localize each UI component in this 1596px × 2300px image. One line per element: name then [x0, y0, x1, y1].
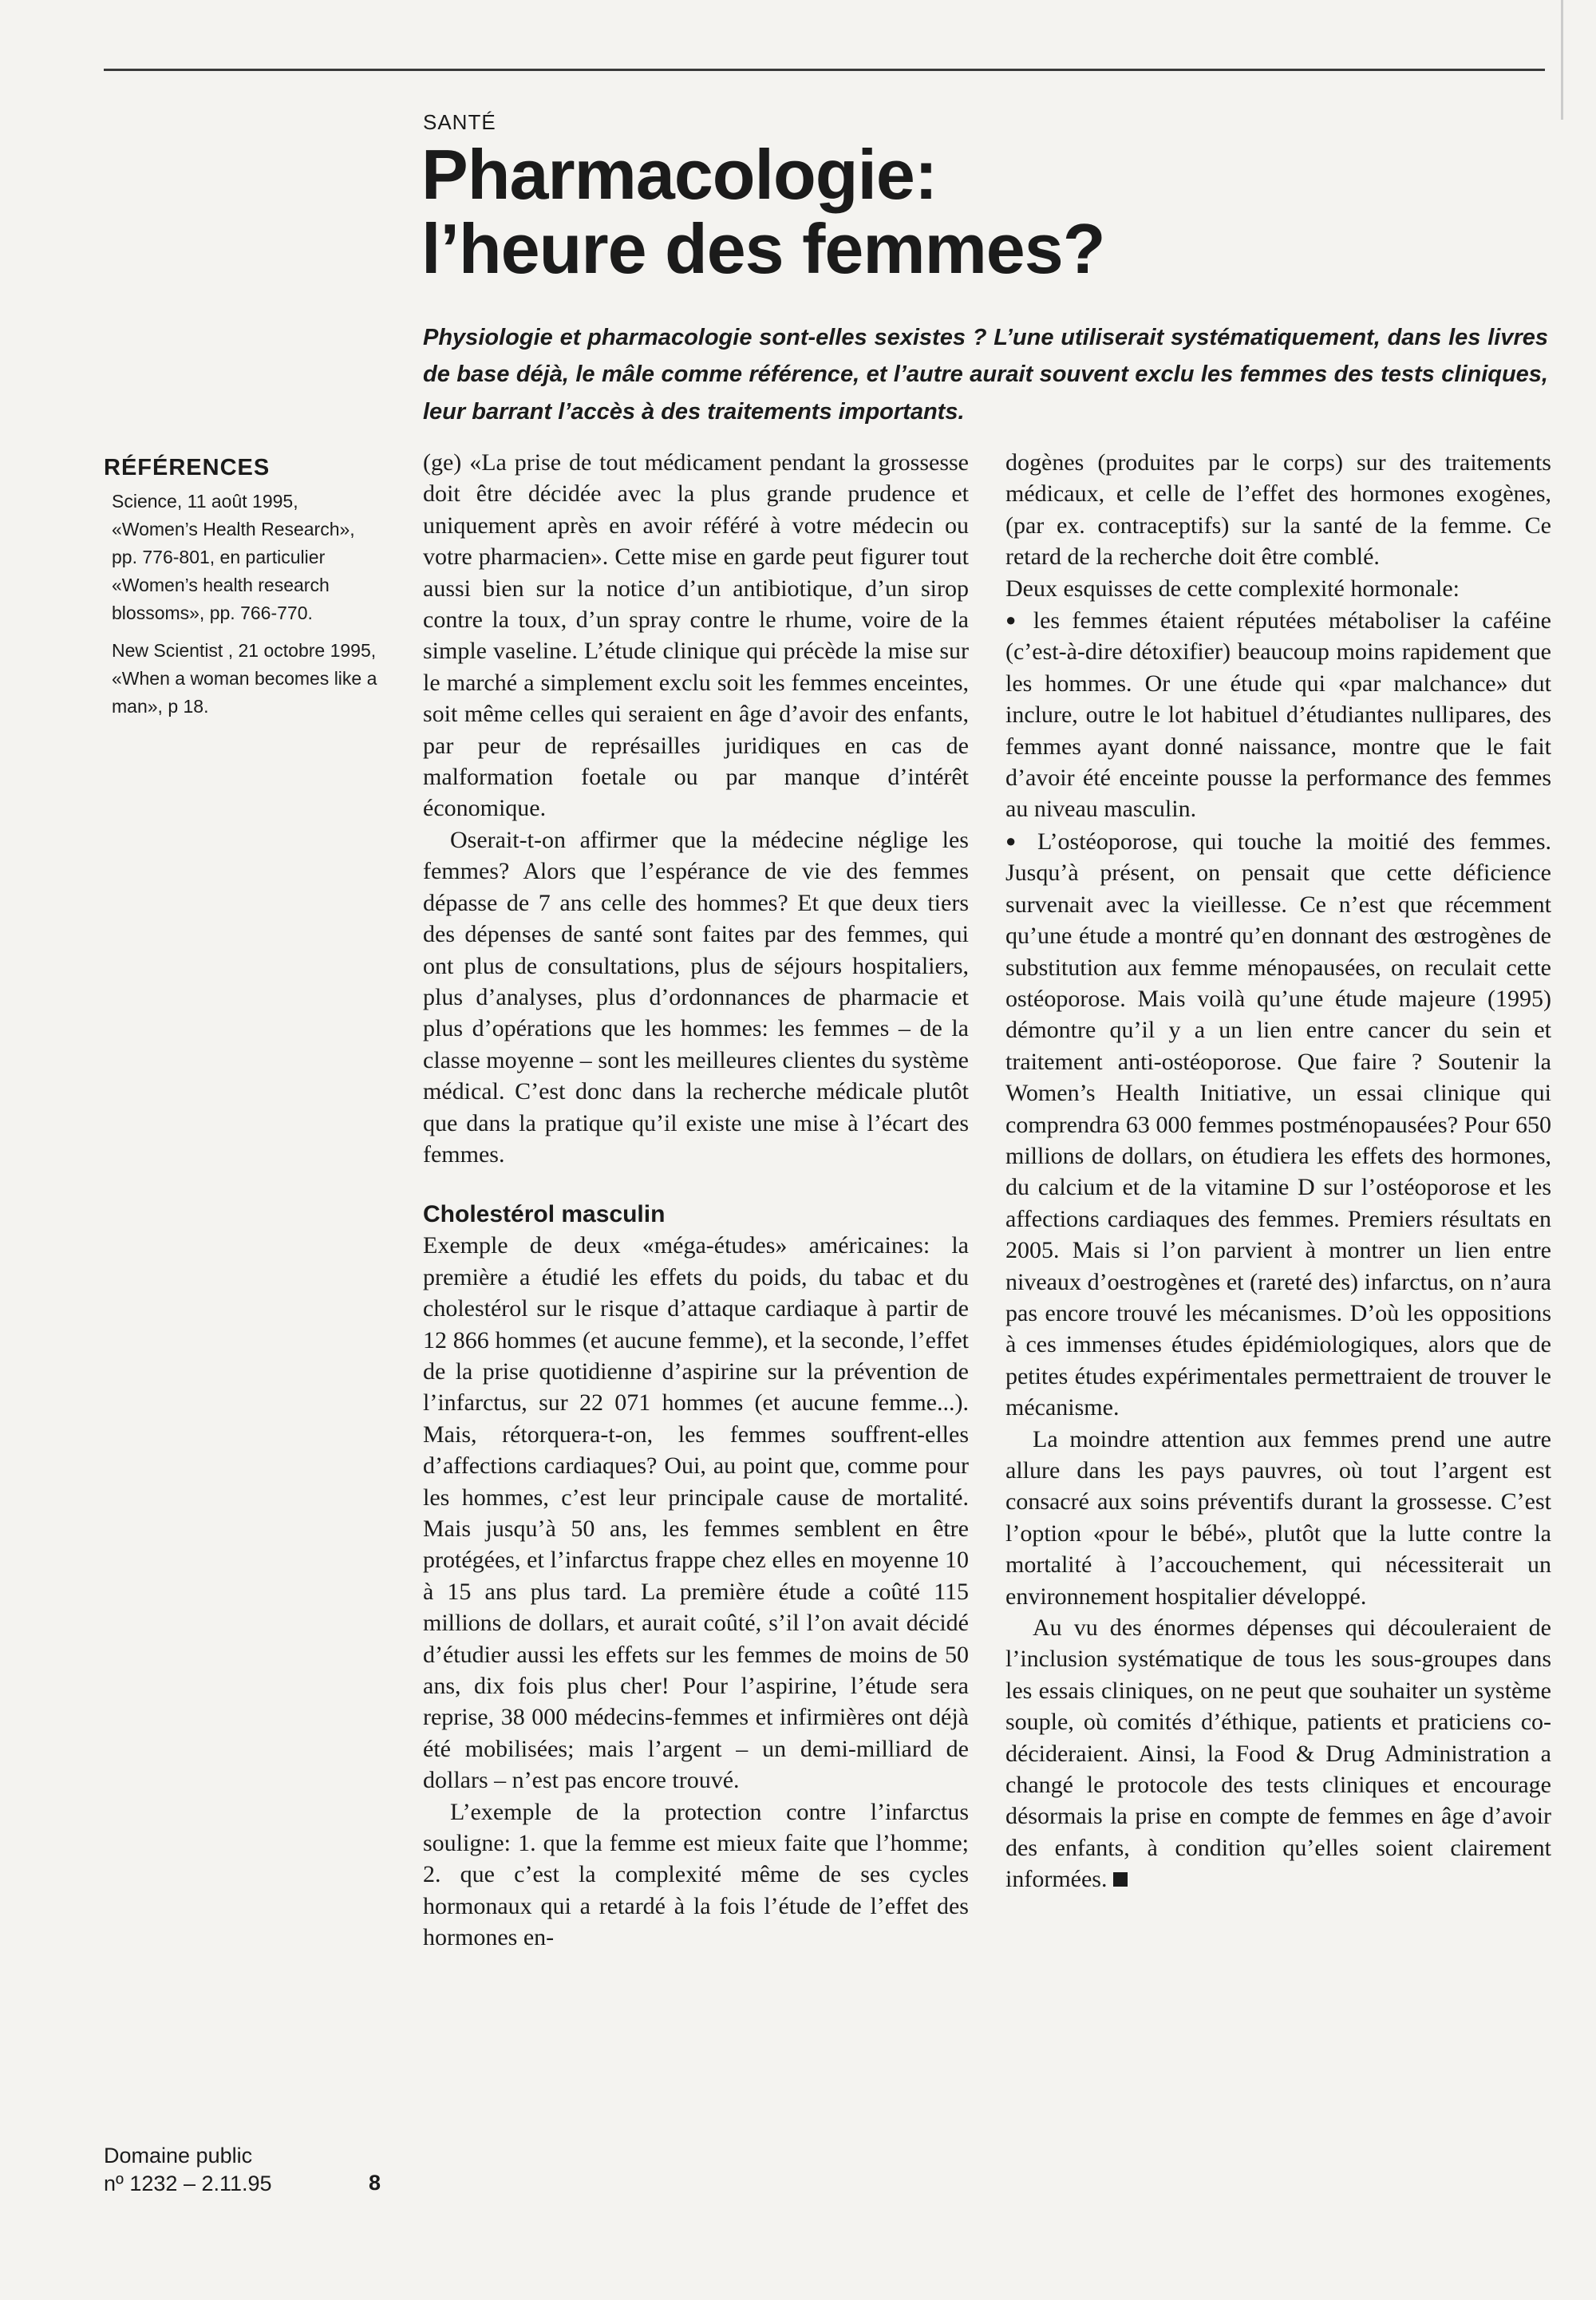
article-column-1: [423, 447, 969, 1954]
body-paragraph: Deux esquisses de cette complexité hormonale:: [1005, 575, 1460, 602]
publication-name: Domaine public: [104, 2144, 253, 2168]
top-rule: [104, 69, 1545, 71]
page-edge-mark: [1561, 0, 1563, 120]
final-paragraph-text: Au vu des énormes dépenses qui découleraient de l’inclusion systématique de tous les sous-groupes dans les essais cliniques, on ne peut que souhaiter un système souple, où comités d’éthique, patients et praticiens co-décideraient. Ainsi, la Food & Drug Administration a changé le protocole des tests cliniques et encourage désormais la prise en compte de femmes en âge d’avoir des enfants, à condition qu’elles soient clairement informées.: [1005, 1614, 1551, 1893]
section-label: SANTÉ: [423, 110, 496, 134]
body-paragraph: (ge) «La prise de tout médicament pendant la grossesse doit être décidée avec la plus grande prudence et uniquement après en avoir référé à votre médecin ou votre pharmacien». Cette mise en garde peut figurer tout aussi bien sur la notice d’un antibiotique, d’un sirop contre la toux, d’un spray contre le rhume, voire de la simple vaseline. L’étude clinique qui précède la mise sur le marché a simplement exclu soit les femmes enceintes, soit même celles qui seraient en âge d’avoir des enfants, par peur de représailles juridiques en cas de malformation foetale ou par manque d’intérêt économique.: [423, 449, 969, 822]
references-sidebar: [104, 455, 383, 730]
subheading: Cholestérol masculin: [423, 1201, 666, 1228]
issue-info: nº 1232 – 2.11.95: [104, 2172, 272, 2195]
end-of-article-square: [1113, 1872, 1128, 1887]
title-line-2: l’heure des femmes?: [421, 209, 1105, 289]
references-title: RÉFÉRENCES: [104, 455, 271, 480]
bullet-item: ● les femmes étaient réputées métaboliser la caféine (c’est-à-dire détoxifier) beaucoup moins rapidement que les hommes. Or une étude qui «par malchance» dut inclure, outre le lot habituel d’étudiantes nullipares, des femmes ayant donné naissance, montre que le fait d’avoir été enceinte pousse la performance des femmes au niveau masculin.: [1005, 604, 1551, 825]
page-number: 8: [369, 2171, 381, 2195]
footer: [104, 2142, 391, 2198]
body-paragraph: Exemple de deux «méga-études» américaines: la première a étudié les effets du poids, du tabac et du cholestérol sur le risque d’attaque cardiaque à partir de 12 866 hommes (et aucune femme), et la seconde, l’effet de la prise quotidienne d’aspirine sur la prévention de l’infarctus, sur 22 071 hommes (et aucune femme...). Mais, rétorquera-t-on, les femmes souffrent-elles d’affections cardiaques? Oui, au point que, comme pour les hommes, c’est leur principale cause de mortalité. Mais jusqu’à 50 ans, les femmes semblent en être protégées, et l’infarctus frappe chez elles en moyenne 10 à 15 ans plus tard. La première étude a coûté 115 millions de dollars, et aurait coûté, s’il l’on avait décidé d’étudier aussi les effets sur les femmes de moins de 50 ans, dix fois plus cher! Pour l’aspirine, l’étude sera reprise, 38 000 médecins-femmes et infirmières ont déjà été mobilisées; mais l’argent – un demi-milliard de dollars – n’est pas encore trouvé.: [423, 1232, 969, 1794]
article-column-2: [1005, 447, 1551, 1895]
reference-item: New Scientist , 21 octobre 1995, «When a woman becomes like a man», p 18.: [112, 640, 377, 717]
reference-item: Science, 11 août 1995, «Women’s Health Research», pp. 776-801, en particulier «Women’s health research blossoms», pp. 766-770.: [112, 491, 355, 623]
body-paragraph: dogènes (produites par le corps) sur des traitements médicaux, et celle de l’effet des hormones exogènes, (par ex. contraceptifs) sur la santé de la femme. Ce retard de la recherche doit être comblé.: [1005, 449, 1551, 571]
article-title: [421, 137, 1104, 287]
bullet-item: ● L’ostéoporose, qui touche la moitié des femmes. Jusqu’à présent, on pensait que cette déficience survenait avec la vieillesse. Ce n’est que récemment qu’une étude a montré qu’en donnant des œstrogènes de substitution aux femme ménopausées, on reculait cette ostéoporose. Mais voilà qu’une étude majeure (1995) démontre qu’il y a un lien entre cancer du sein et traitement anti-ostéoporose. Que faire ? Soutenir la Women’s Health Initiative, un essai clinique qui comprendra 63 000 femmes postménopausées? Pour 650 millions de dollars, on étudiera les effets des hormones, du calcium et de la vitamine D sur l’ostéoporose et les affections cardiaques des femmes. Premiers résultats en 2005. Mais si l’on parvient à montrer un lien entre niveaux d’oestrogènes et (rareté des) infarctus, on n’aura pas encore trouvé les mécanismes. D’où les oppositions à ces immenses études épidémiologiques, alors que de petites études expérimentales permettraient de trouver le mécanisme.: [1005, 825, 1551, 1424]
body-paragraph: [1005, 1612, 1551, 1895]
title-line-1: Pharmacologie:: [421, 135, 938, 214]
body-paragraph: L’exemple de la protection contre l’infarctus souligne: 1. que la femme est mieux faite que l’homme; 2. que c’est la complexité même de ses cycles hormonaux qui a retardé à la fois l’étude de l’effet des hormones en-: [423, 1798, 969, 1951]
body-paragraph: La moindre attention aux femmes prend une autre allure dans les pays pauvres, où tout l’argent est consacré aux soins préventifs durant la grossesse. C’est l’option «pour le bébé», plutôt que la lutte contre la mortalité à l’accouchement, qui nécessiterait un environnement hospitalier développé.: [1005, 1425, 1551, 1610]
article-lead: Physiologie et pharmacologie sont-elles sexistes ? L’une utiliserait systématiquement, dans les livres de base déjà, le mâle comme référence, et l’autre aurait souvent exclu les femmes des tests cliniques, leur barrant l’accès à des traitements importants.: [423, 325, 1548, 425]
body-paragraph: Oserait-t-on affirmer que la médecine néglige les femmes? Alors que l’espérance de vie des femmes dépasse de 7 ans celle des hommes? Et que deux tiers des dépenses de santé sont faites par des femmes, qui ont plus de consultations, plus de séjours hospitaliers, plus d’analyses, plus d’ordonnances de pharmacie et plus d’opérations que les hommes: les femmes – de la classe moyenne – sont les meilleures clientes du système médical. C’est donc dans la recherche médicale plutôt que dans la pratique qu’il existe une mise à l’écart des femmes.: [423, 826, 969, 1168]
